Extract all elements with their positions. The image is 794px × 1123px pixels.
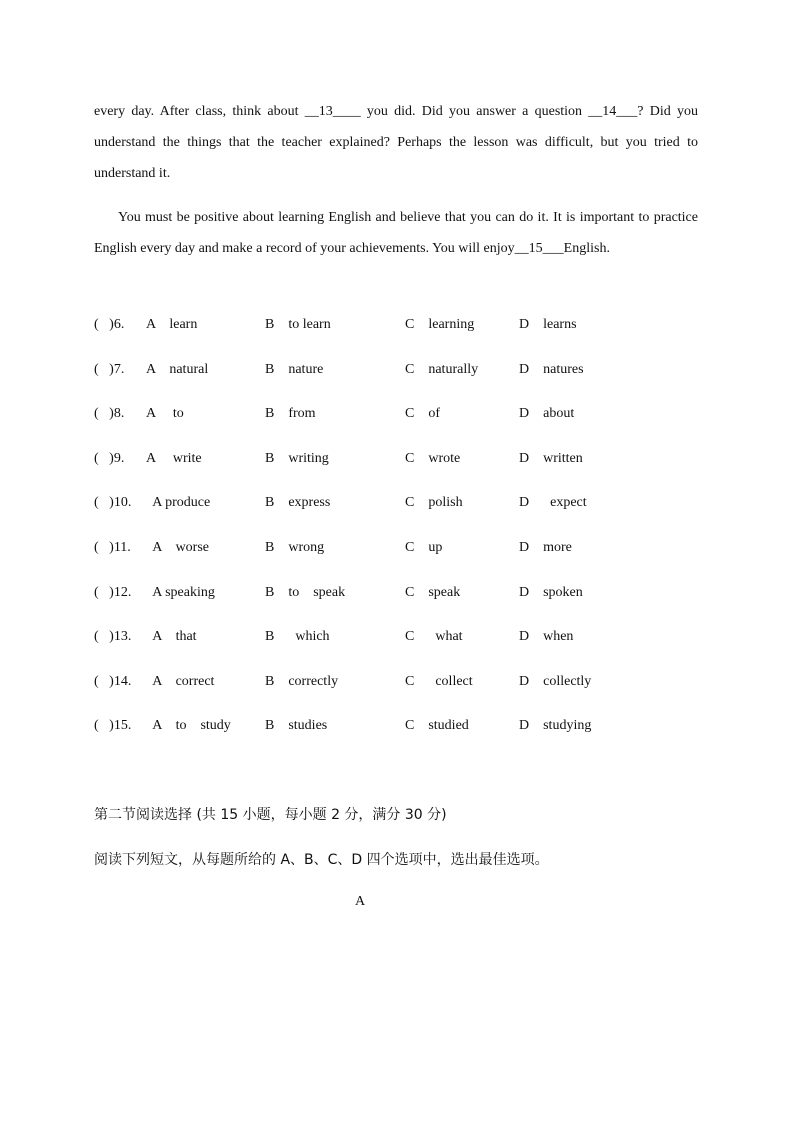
option-b: B to learn <box>265 317 331 332</box>
section-title: 第二节阅读选择 (共 15 小题，每小题 2 分，满分 30 分) <box>94 807 447 823</box>
question-number: ( )6. <box>94 317 125 332</box>
question-row <box>94 536 714 560</box>
option-d: D expect <box>519 495 587 511</box>
question-row <box>94 313 714 337</box>
option-c: C collect <box>405 673 473 689</box>
option-d: D spoken <box>519 584 583 600</box>
option-a: A that <box>146 629 197 645</box>
question-row <box>94 714 714 738</box>
passage-letter: A <box>355 894 366 909</box>
question-number: ( )7. <box>94 361 125 377</box>
option-b: B correctly <box>265 673 339 689</box>
option-c: C studied <box>405 718 469 734</box>
option-c: C of <box>405 406 440 422</box>
option-d: D learns <box>519 317 577 332</box>
option-a: A speaking <box>146 584 215 600</box>
section-instruction: 阅读下列短文，从每题所给的 A、B、C、D 四个选项中，选出最佳选项。 <box>94 852 549 868</box>
question-number: ( )8. <box>94 406 125 422</box>
option-a: A produce <box>146 495 211 511</box>
option-b: B express <box>265 495 331 511</box>
passage-paragraph-2: You must be positive about learning English and believe that you can do it. It is important to practice English every day and make a record of your achievements. You will enjoy__15___English. <box>94 210 698 256</box>
option-b: B to speak <box>265 584 346 600</box>
option-c: C speak <box>405 584 461 600</box>
option-a: A write <box>146 450 202 466</box>
option-b: B writing <box>265 450 329 466</box>
option-a: A to <box>146 406 184 422</box>
option-d: D written <box>519 450 583 466</box>
option-d: D more <box>519 540 572 555</box>
option-d: D natures <box>519 361 584 377</box>
option-a: A learn <box>146 317 198 332</box>
option-d: D collectly <box>519 673 592 689</box>
option-d: D when <box>519 629 574 645</box>
question-number: ( )10. <box>94 495 132 511</box>
question-number: ( )11. <box>94 540 131 555</box>
question-number: ( )15. <box>94 718 132 734</box>
option-c: C up <box>405 540 443 555</box>
question-number: ( )12. <box>94 584 132 600</box>
question-number: ( )13. <box>94 629 132 645</box>
option-a: A natural <box>146 361 209 377</box>
question-row <box>94 581 714 605</box>
option-b: B which <box>265 629 330 645</box>
question-number: ( )14. <box>94 673 132 689</box>
option-c: C learning <box>405 317 475 332</box>
option-c: C wrote <box>405 450 461 466</box>
option-c: C what <box>405 629 463 645</box>
option-d: D studying <box>519 718 592 734</box>
option-c: C polish <box>405 495 463 511</box>
question-row <box>94 670 714 694</box>
question-row <box>94 447 714 471</box>
option-a: A worse <box>146 540 209 555</box>
question-row <box>94 491 714 515</box>
option-d: D about <box>519 406 575 422</box>
option-b: B wrong <box>265 540 325 555</box>
option-c: C naturally <box>405 361 479 377</box>
question-row <box>94 358 714 382</box>
question-row <box>94 402 714 426</box>
option-b: B from <box>265 406 316 422</box>
question-number: ( )9. <box>94 450 125 466</box>
option-b: B studies <box>265 718 328 734</box>
option-a: A to study <box>146 718 231 734</box>
option-b: B nature <box>265 361 324 377</box>
option-a: A correct <box>146 673 215 689</box>
passage-paragraph-1: every day. After class, think about __13____ you did. Did you answer a question __14___? Did you understand the things that the teacher explained? Perhaps the lesson was difficult, but you tried to understand it. <box>94 104 698 181</box>
question-row <box>94 625 714 649</box>
